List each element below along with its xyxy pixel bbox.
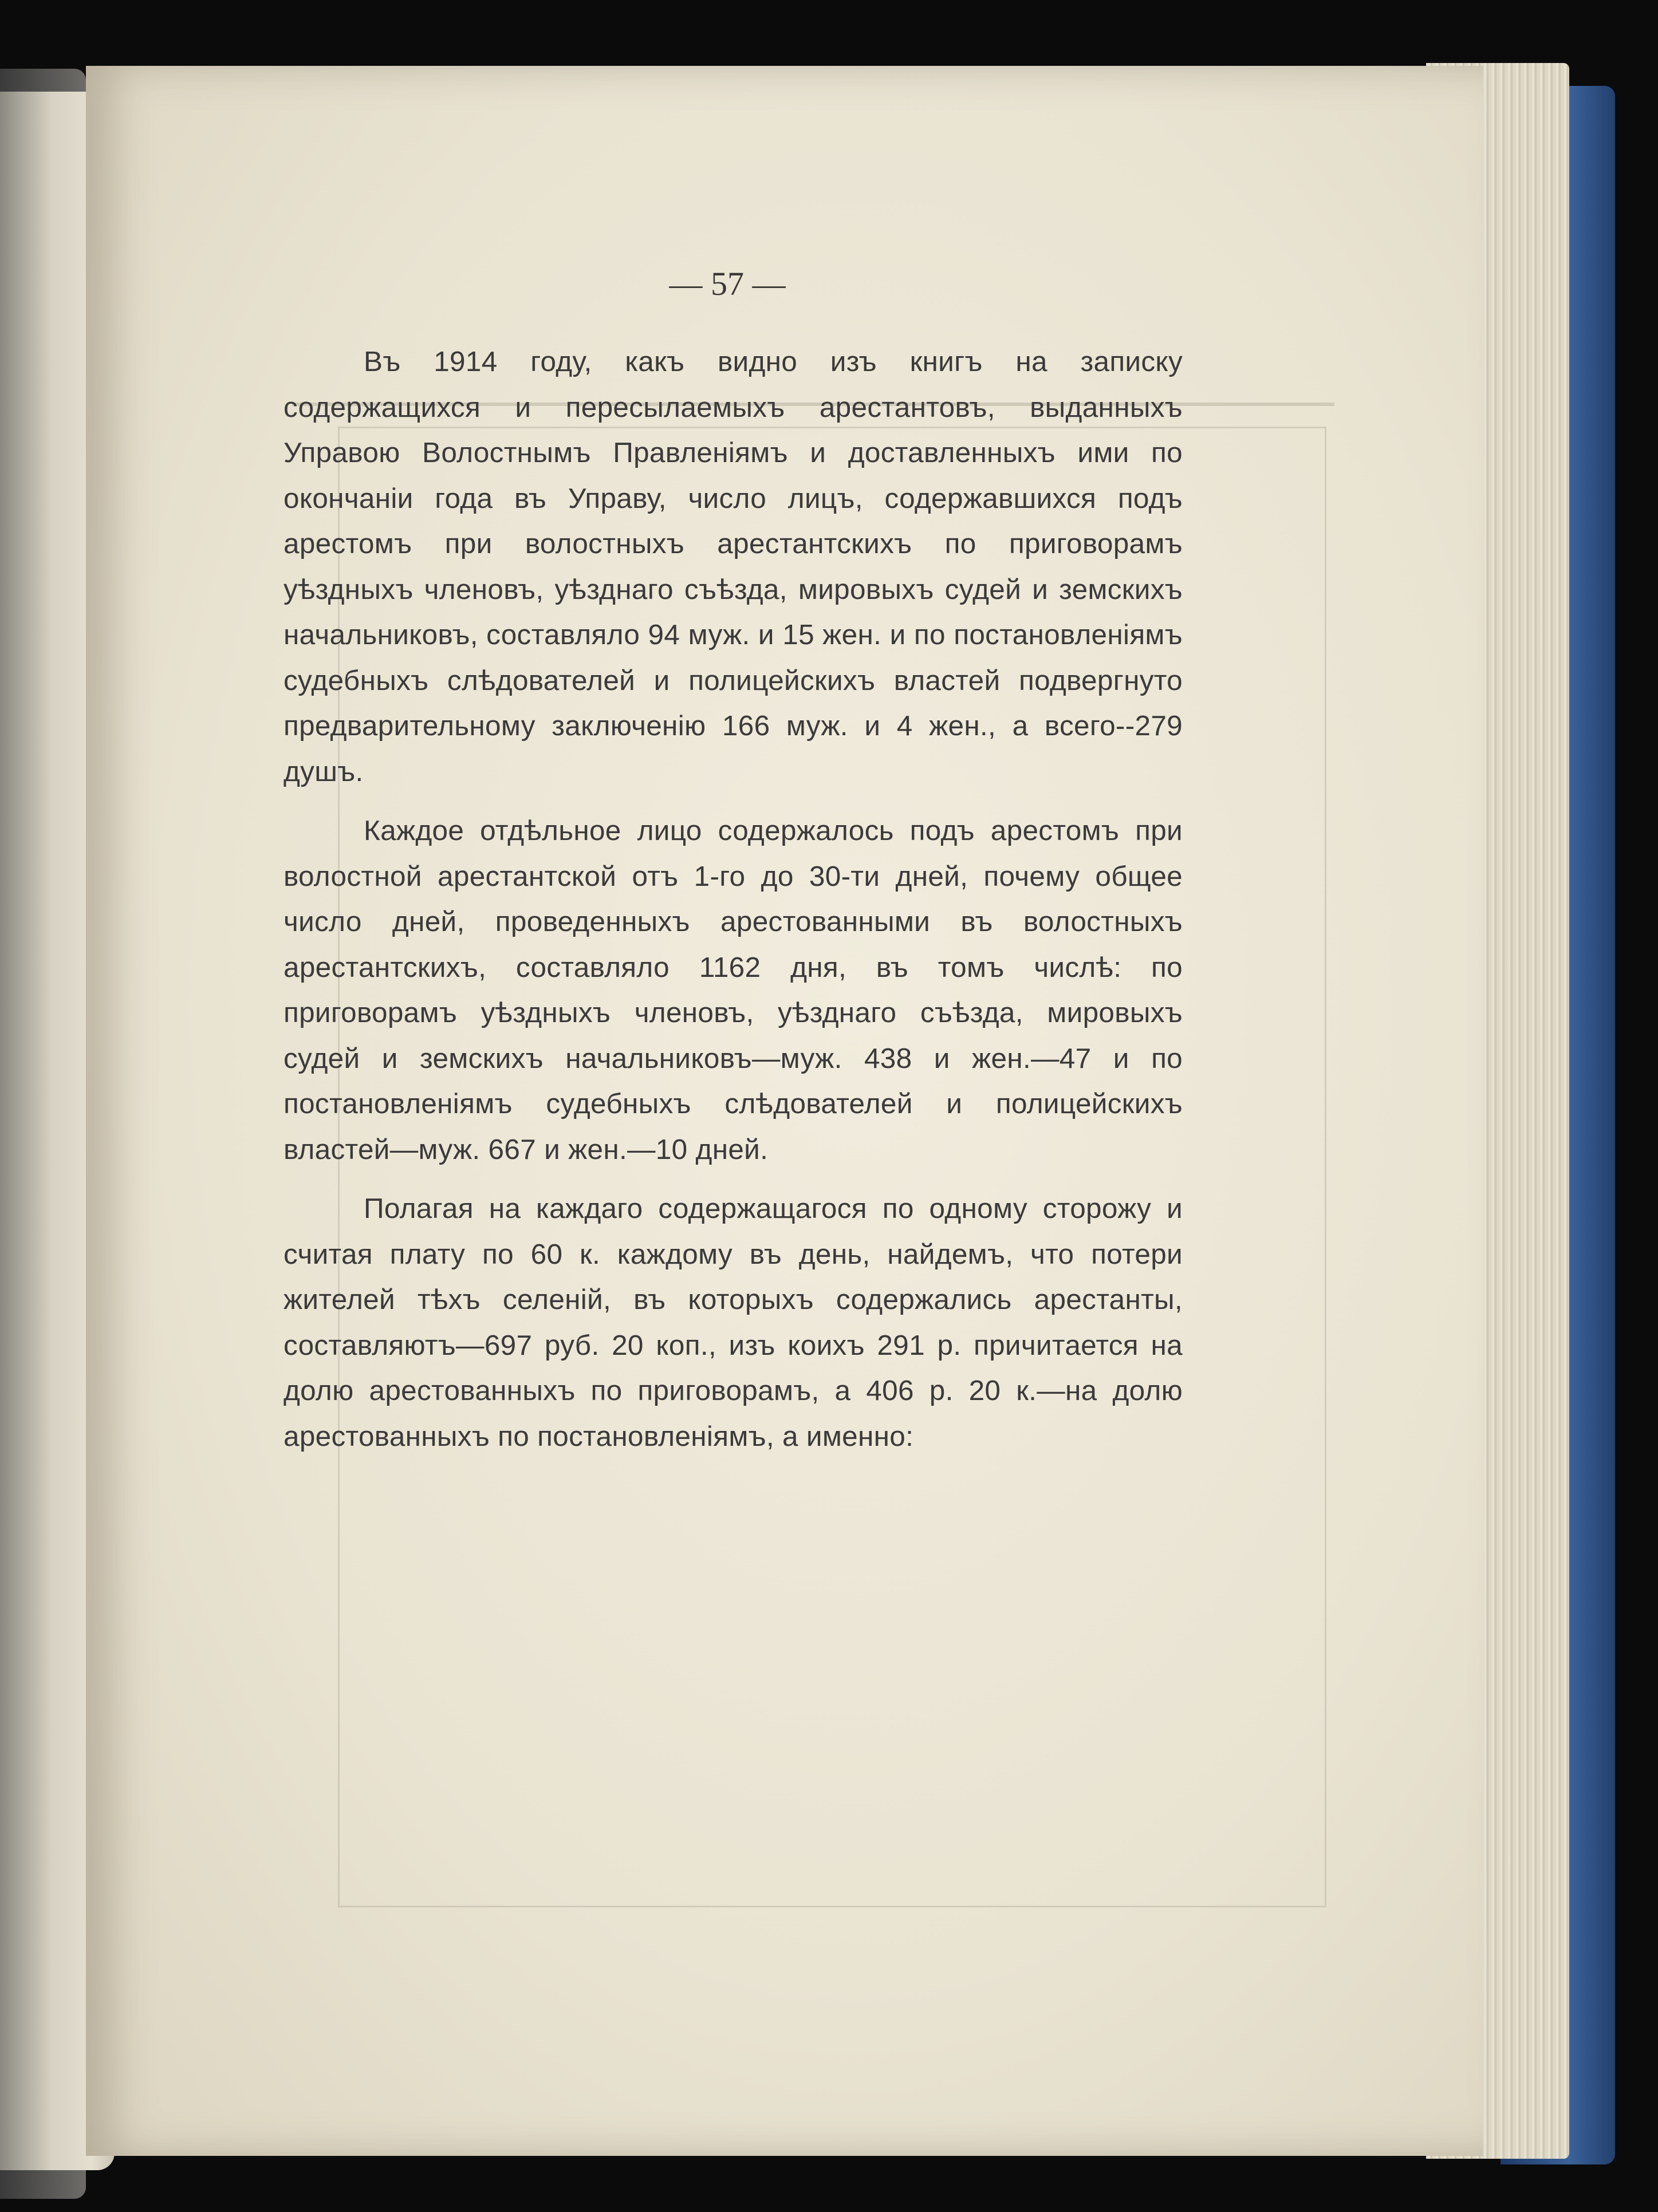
body-text (283, 339, 1183, 1473)
paragraph-2: Каждое отдѣльное лицо содержалось подъ арестомъ при волостной арестантской отъ 1-го до 30-ти дней, почему общее число дней, проведенныхъ арестованными въ волостныхъ арестантскихъ, составляло 1162 дня, въ томъ числѣ: по приговорамъ уѣздныхъ членовъ, уѣзднаго съѣзда, мировыхъ судей и земскихъ начальниковъ—муж. 438 и жен.—47 и по постановленіямъ судебныхъ слѣдователей и полицейскихъ властей—муж. 667 и жен.—10 дней. (283, 815, 1183, 1165)
paragraph-3: Полагая на каждаго содержащагося по одному сторожу и считая плату по 60 к. каждому въ день, найдемъ, что потери жителей тѣхъ селеній, въ которыхъ содержались арестанты, составляютъ—697 руб. 20 коп., изъ коихъ 291 р. причитается на долю арестованныхъ по приговорамъ, а 406 р. 20 к.—на долю арестованныхъ по постановленіямъ, а именно: (283, 1193, 1183, 1452)
paragraph-1: Въ 1914 году, какъ видно изъ книгъ на записку содержащихся и пересылаемыхъ арестантовъ, выданныхъ Управою Волостнымъ Правленіямъ и доставленныхъ ими по окончаніи года въ Управу, число лицъ, содержавшихся подъ арестомъ при волостныхъ арестантскихъ по приговорамъ уѣздныхъ членовъ, уѣзднаго съѣзда, мировыхъ судей и земскихъ начальниковъ, составляло 94 муж. и 15 жен. и по постановленіямъ судебныхъ слѣдователей и полицейскихъ властей подвергнуто предварительному заключенію 166 муж. и 4 жен., а всего--279 душъ. (283, 346, 1183, 787)
page-number: — 57 — (669, 265, 786, 302)
